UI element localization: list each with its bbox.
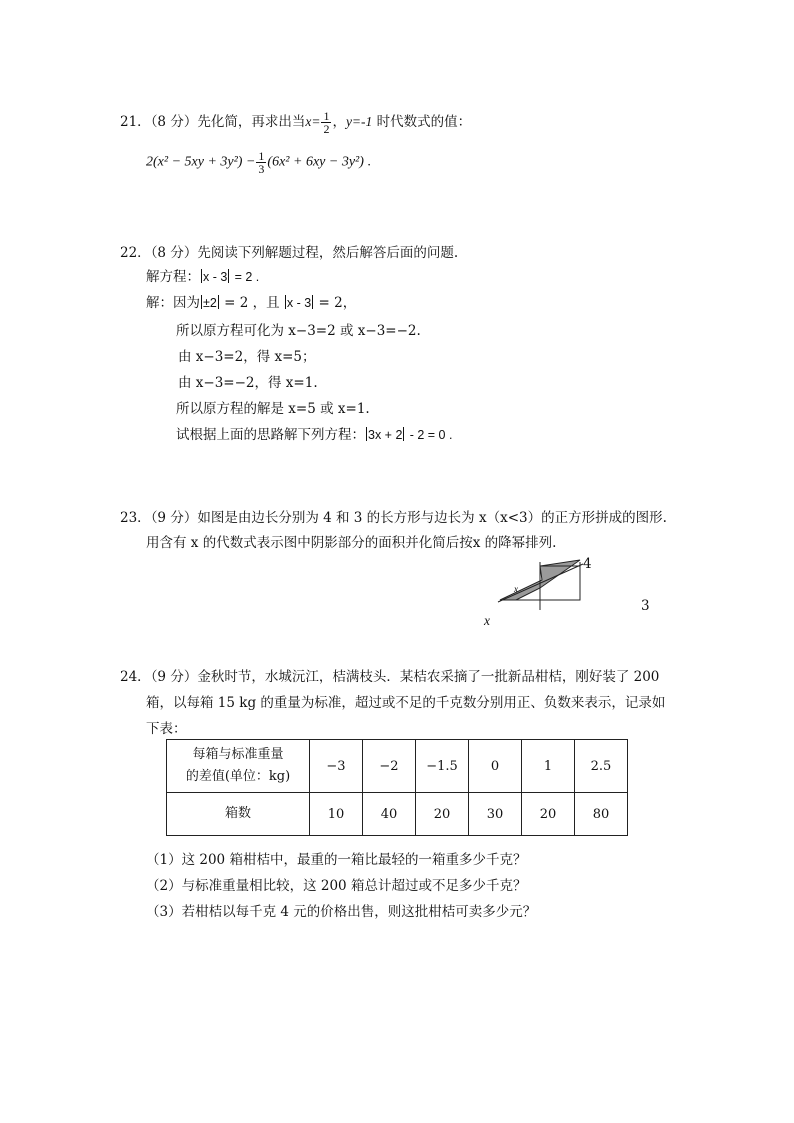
q22-solution xyxy=(146,291,356,311)
table-row xyxy=(167,793,628,836)
q22-step2: 由 x−3=2，得 x=5； xyxy=(178,349,316,365)
q22-problem-abs: x - 3 xyxy=(203,270,228,284)
q21-text-a: 先化简，再求出当 xyxy=(197,114,306,130)
abs-bar xyxy=(201,295,202,309)
abs-bar xyxy=(403,427,404,441)
q24-sub2: （2）与标准重量相比较，这 200 箱总计超过或不足多少千克？ xyxy=(146,878,527,894)
table-cell: 0 xyxy=(469,740,522,793)
abs-bar xyxy=(218,295,219,309)
q21-expr-a: 2(x² − 5xy + 3y²) − xyxy=(146,154,256,170)
fig-label-3: 3 xyxy=(641,598,650,614)
q22-sol-label: 解：因为 xyxy=(146,295,200,311)
table-header-cell xyxy=(167,740,310,793)
q23-line2: 用含有 x 的代数式表示图中阴影部分的面积并化简后按x 的降幂排列. xyxy=(146,535,557,551)
fig-label-4: 4 xyxy=(583,556,592,572)
q21-y-eq: y=-1 xyxy=(345,114,373,129)
q23-text1: 如图是由边长分别为 4 和 3 的长方形与边长为 x（x<3）的正方形拼成的图形. xyxy=(197,510,667,526)
q24-text1: 金秋时节，水城沅江，桔满枝头．某桔农采摘了一批新品柑桔，刚好装了 200 xyxy=(197,669,660,685)
q22-intro: 先阅读下列解题过程，然后解答后面的问题. xyxy=(197,245,459,261)
q22-step4: 所以原方程的解是 x=5 或 x=1. xyxy=(176,401,370,417)
table-cell: 40 xyxy=(363,793,416,836)
abs-bar xyxy=(366,427,367,441)
abs-bar xyxy=(228,269,229,283)
q21-fraction xyxy=(321,110,331,135)
fig-inner-x: x xyxy=(514,584,518,594)
q21-expr-frac-den: 3 xyxy=(258,162,265,176)
q24-number: 24． xyxy=(120,669,151,685)
table-cell: 2.5 xyxy=(575,740,628,793)
q24-sub3: （3）若柑桔以每千克 4 元的价格出售，则这批柑桔可卖多少元？ xyxy=(146,904,537,920)
q22-problem-label: 解方程： xyxy=(146,269,200,285)
q22-sol-abs2: x - 3 xyxy=(286,296,312,310)
table-header-cell: 箱数 xyxy=(167,793,310,836)
q22-step5 xyxy=(176,423,452,443)
q21-expr-end: . xyxy=(367,154,371,170)
q22-problem-rhs: = 2 . xyxy=(234,270,260,284)
q21-x-eq: x= xyxy=(305,114,321,129)
q24-points: （9 分） xyxy=(150,669,198,685)
q23-points: （9 分） xyxy=(150,510,198,526)
q21-expr-frac-num: 1 xyxy=(258,149,265,163)
table-cell: −2 xyxy=(363,740,416,793)
q24-line3: 下表： xyxy=(146,721,187,737)
table-cell: 20 xyxy=(416,793,469,836)
q23-figure xyxy=(480,548,670,628)
q21-expr-b: (6x² + 6xy − 3y²) xyxy=(267,154,364,170)
table-cell: −3 xyxy=(310,740,363,793)
q22-number: 22． xyxy=(120,245,151,261)
q22-line5-abs: 3x + 2 xyxy=(368,428,403,442)
table-cell: 1 xyxy=(522,740,575,793)
table-cell: 20 xyxy=(522,793,575,836)
q24-line1 xyxy=(120,665,659,685)
q22-sol-mid1: = 2 ，且 xyxy=(224,295,280,311)
fig-label-x: x xyxy=(484,613,490,628)
q21-sep: ， xyxy=(332,114,346,130)
q23-number: 23． xyxy=(120,510,151,526)
abs-bar xyxy=(285,295,286,309)
q21-points: （8 分） xyxy=(150,114,198,130)
q21-number: 21． xyxy=(120,114,151,130)
q22-line1 xyxy=(120,241,458,261)
q21-frac-den: 2 xyxy=(323,122,330,136)
q24-line2: 箱，以每箱 15 kg 的重量为标准，超过或不足的千克数分别用正、负数来表示，记录如 xyxy=(146,695,666,711)
abs-bar xyxy=(312,295,313,309)
weight-table xyxy=(166,739,628,836)
q23-line1 xyxy=(120,506,667,526)
q22-sol-abs1: ±2 xyxy=(203,296,217,310)
q21-text-b: 时代数式的值： xyxy=(376,114,472,130)
abs-bar xyxy=(201,269,202,283)
q22-step3: 由 x−3=−2，得 x=1. xyxy=(178,375,318,391)
q22-sol-mid2: = 2， xyxy=(318,295,357,311)
q22-line5-rhs: - 2 = 0 . xyxy=(409,428,453,442)
table-row xyxy=(167,740,628,793)
header-line: 每箱与标准重量 xyxy=(192,747,284,762)
q21-expr-fraction xyxy=(256,150,266,175)
header-line: 的差值(单位：kg) xyxy=(185,769,291,784)
q22-points: （8 分） xyxy=(150,245,198,261)
table-cell: 10 xyxy=(310,793,363,836)
table-cell: 30 xyxy=(469,793,522,836)
table-cell: −1.5 xyxy=(416,740,469,793)
q22-line5-label: 试根据上面的思路解下列方程： xyxy=(176,427,365,443)
q22-step1: 所以原方程可化为 x−3=2 或 x−3=−2. xyxy=(176,323,421,339)
q21-line1 xyxy=(120,110,471,135)
q21-expression xyxy=(146,150,371,175)
q21-frac-num: 1 xyxy=(323,109,330,123)
table-cell: 80 xyxy=(575,793,628,836)
q22-problem xyxy=(146,265,259,285)
q24-sub1: （1）这 200 箱柑桔中，最重的一箱比最轻的一箱重多少千克？ xyxy=(146,852,527,868)
